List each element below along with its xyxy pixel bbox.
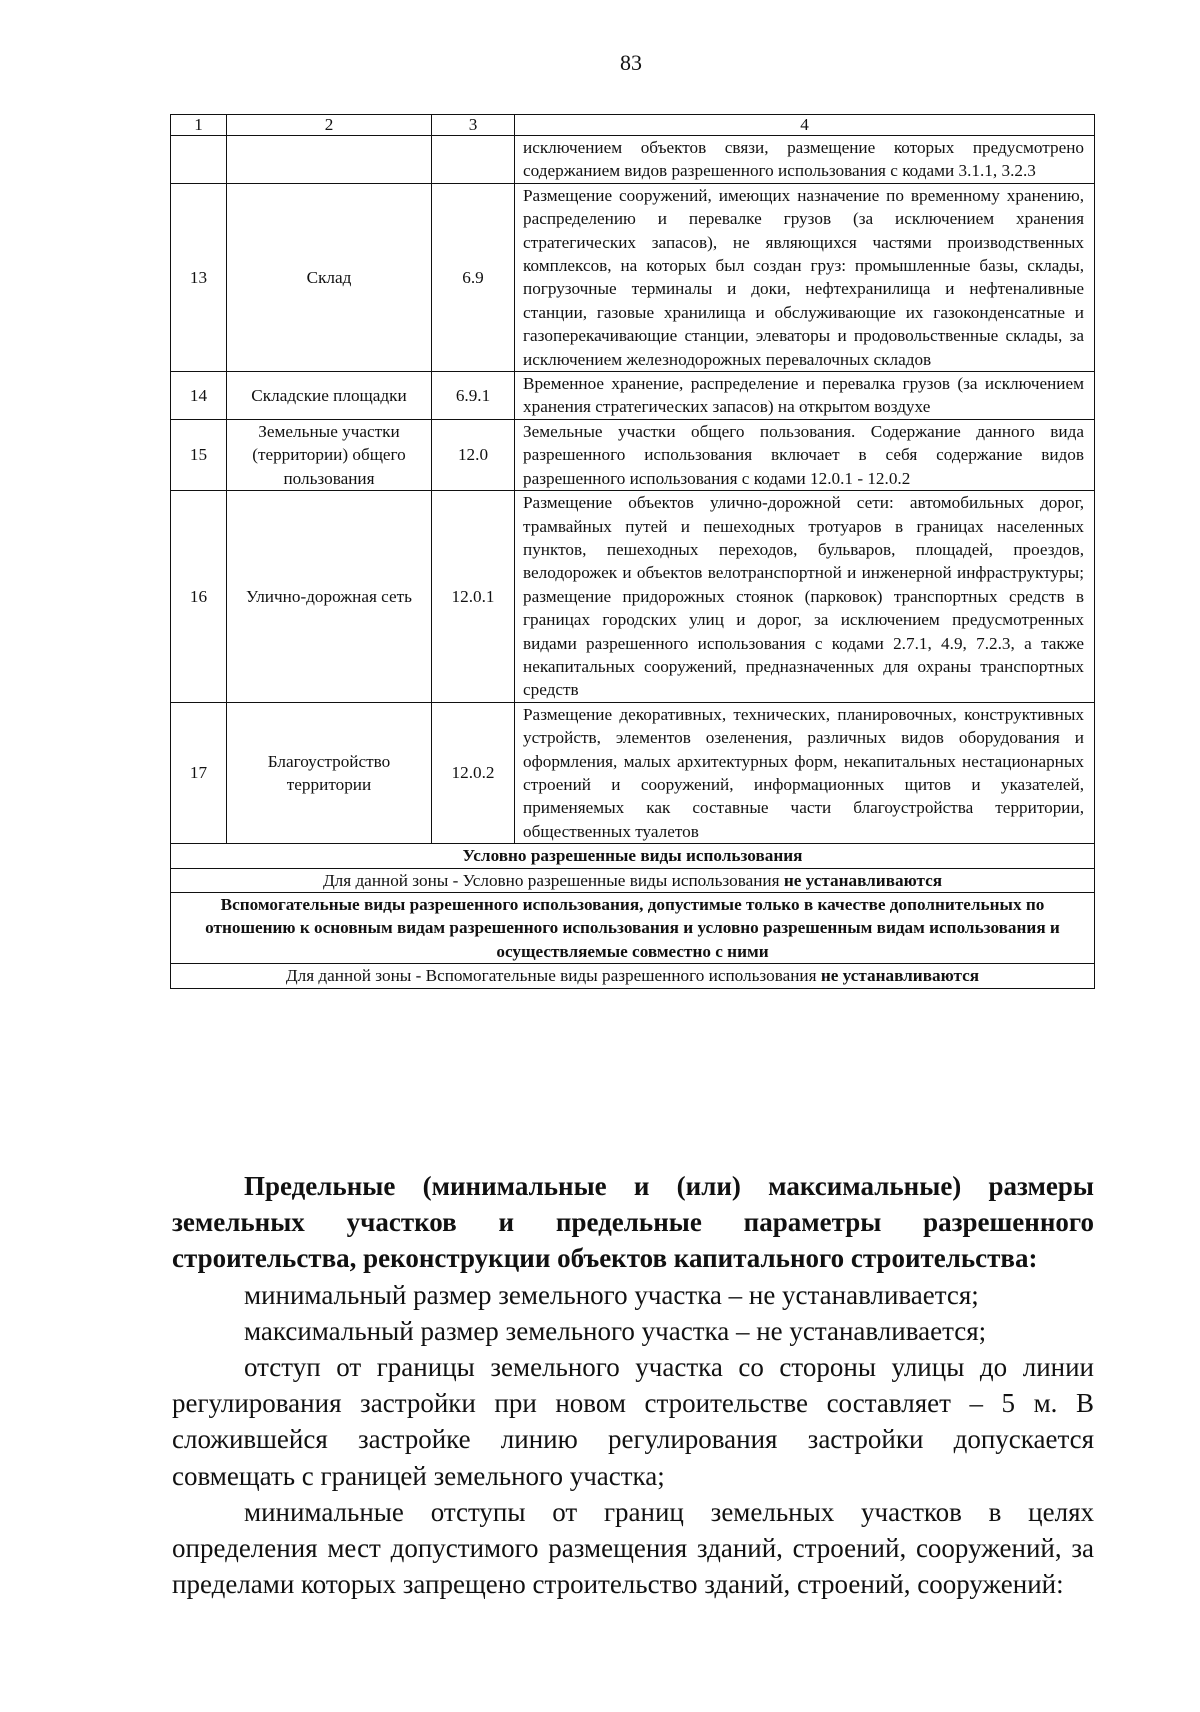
auxiliary-uses-title: Вспомогательные виды разрешенного использования, допустимые только в качестве дополнительных по отношению к основным видам разрешенного использования и условно разрешенным видам использования и осуществляемые совместно с ними [171,893,1095,964]
row-name: Складские площадки [227,372,432,420]
table-row-continuation [171,136,1095,184]
header-cell: 3 [432,115,515,136]
auxiliary-uses-note [171,964,1095,988]
conditional-note-text: Для данной зоны - Условно разрешенные виды использования [322,870,784,890]
auxiliary-note-row [171,964,1095,988]
table-row [171,183,1095,371]
row-code: 12.0.1 [432,491,515,703]
row-name: Улично-дорожная сеть [227,491,432,703]
conditional-uses-title: Условно разрешенные виды использования [171,844,1095,868]
row-name: Благоустройство территории [227,702,432,843]
row-number: 17 [171,702,227,843]
row-code: 6.9 [432,183,515,371]
row-code: 12.0.2 [432,702,515,843]
table-row [171,491,1095,703]
row-number: 16 [171,491,227,703]
row-description: исключением объектов связи, размещение которых предусмотрено содержанием видов разрешенного использования с кодами 3.1.1, 3.2.3 [515,136,1095,184]
auxiliary-note-bold: не устанавливаются [820,966,980,986]
row-description: Временное хранение, распределение и перевалка грузов (за исключением хранения стратегических запасов) на открытом воздухе [515,372,1095,420]
row-code [432,136,515,184]
row-number: 15 [171,419,227,490]
page-number: 83 [620,50,642,75]
header-cell: 4 [515,115,1095,136]
paragraph: минимальный размер земельного участка – не устанавливается; [244,1279,979,1310]
row-description: Размещение декоративных, технических, планировочных, конструктивных устройств, элементов озеленения, различных видов оборудования и оформления, малых архитектурных форм, некапитальных нестационарных строений и сооружений, информационных щитов и указателей, применяемых как составные части благоустройства территории, общественных туалетов [515,702,1095,843]
paragraph: отступ от границы земельного участка со стороны улицы до линии регулирования застройки при новом строительстве составляет – 5 м. В сложившейся застройке линию регулирования застройки допускается совмещать с границей земельного участка; [172,1352,1094,1491]
auxiliary-title-row [171,893,1095,964]
table-row [171,702,1095,843]
row-number: 13 [171,183,227,371]
row-name [227,136,432,184]
row-number: 14 [171,372,227,420]
row-name: Склад [227,183,432,371]
row-code: 12.0 [432,419,515,490]
header-cell: 2 [227,115,432,136]
table-row [171,419,1095,490]
body-text [172,1168,1094,1602]
table-row [171,372,1095,420]
header-cell: 1 [171,115,227,136]
row-description: Размещение объектов улично-дорожной сети: автомобильных дорог, трамвайных путей и пешеходных тротуаров в границах населенных пунктов, пешеходных переходов, бульваров, площадей, проездов, велодорожек и объектов велотранспортной и инженерной инфраструктуры; размещение придорожных стоянок (парковок) транспортных средств в границах городских улиц и дорог, за исключением предусмотренных видами разрешенного использования с кодами 2.7.1, 4.9, 7.2.3, а также некапитальных сооружений, предназначенных для охраны транспортных средств [515,491,1095,703]
paragraph: минимальные отступы от границ земельных участков в целях определения мест допустимого размещения зданий, строений, сооружений, за пределами которых запрещено строительство зданий, строений, сооружений: [172,1496,1094,1600]
row-description: Земельные участки общего пользования. Содержание данного вида разрешенного использования включает в себя содержание видов разрешенного использования с кодами 12.0.1 - 12.0.2 [515,419,1095,490]
paragraph: максимальный размер земельного участка – не устанавливается; [244,1315,987,1346]
table-header-row [171,115,1095,136]
row-number [171,136,227,184]
conditional-uses-note [171,868,1095,892]
auxiliary-note-text: Для данной зоны - Вспомогательные виды разрешенного использования [285,966,821,986]
conditional-note-bold: не устанавливаются [783,870,943,890]
conditional-title-row [171,844,1095,868]
land-use-table [170,114,1095,989]
conditional-note-row [171,868,1095,892]
row-code: 6.9.1 [432,372,515,420]
row-description: Размещение сооружений, имеющих назначение по временному хранению, распределению и перевалке грузов (за исключением хранения стратегических запасов), не являющихся частями производственных комплексов, на которых был создан груз: промышленные базы, склады, погрузочные терминалы и доки, нефтехранилища и нефтеналивные станции, газовые хранилища и обслуживающие их газоконденсатные и газоперекачивающие станции, элеваторы и продовольственные склады, за исключением железнодорожных перевалочных складов [515,183,1095,371]
row-name: Земельные участки (территории) общего пользования [227,419,432,490]
section-heading: Предельные (минимальные и (или) максимальные) размеры земельных участков и предельные параметры разрешенного строительства, реконструкции объектов капитального строительства: [172,1171,1094,1274]
